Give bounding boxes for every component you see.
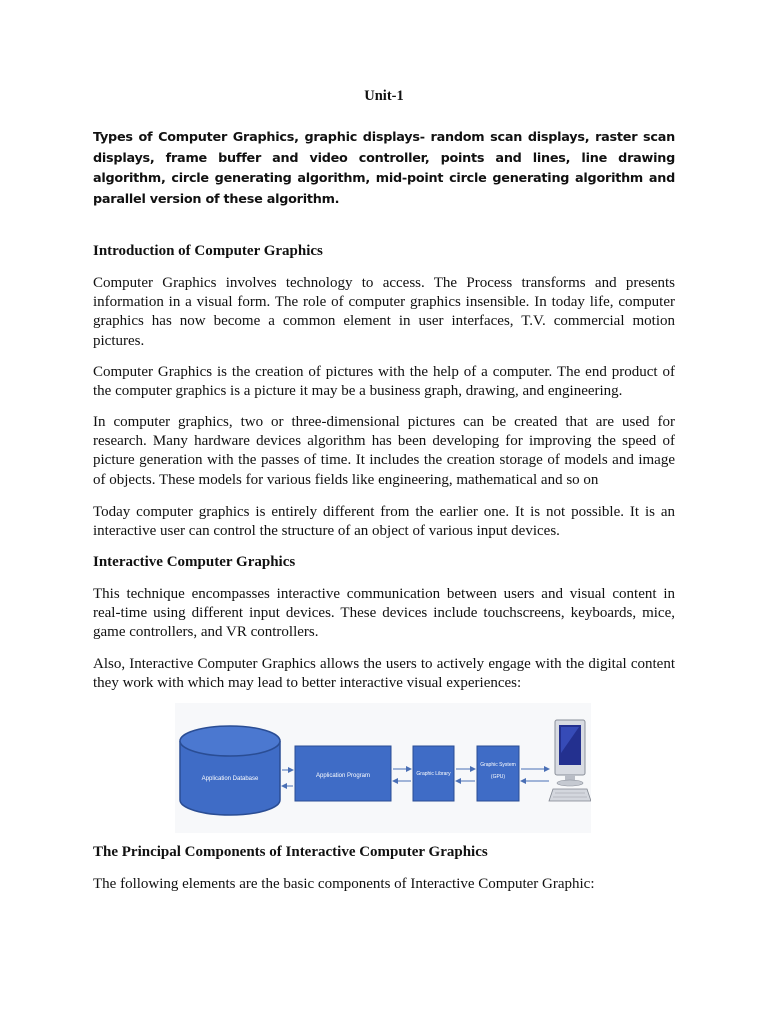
paragraph: In computer graphics, two or three-dimensional pictures can be created that are used for research. Many hardware devices algorithm has been developing for improving the speed of picture generation with the passes of time. It includes the creation storage of models and image of objects. These models for various fields like engineering, mathematical and so on bbox=[93, 414, 675, 488]
paragraph: Computer Graphics involves technology to access. The Process transforms and presents information in a visual form. The role of computer graphics insensible. In today life, computer graphics has now become a common element in user interfaces, T.V. commercial motion pictures. bbox=[93, 275, 675, 349]
desktop-computer-icon bbox=[549, 720, 591, 801]
application-database-cylinder bbox=[180, 726, 280, 815]
section-heading-principal-components: The Principal Components of Interactive Computer Graphics bbox=[93, 844, 488, 860]
unit-topics: Types of Computer Graphics, graphic displays- random scan displays, raster scan displays, frame buffer and video controller, points and lines, line drawing algorithm, circle generating algorithm, mid-point circle generating algorithm and parallel version of these algorithm. bbox=[93, 130, 675, 207]
section-heading-interactive: Interactive Computer Graphics bbox=[93, 554, 296, 570]
paragraph: Computer Graphics is the creation of pictures with the help of a computer. The end product of the computer graphics is a picture it may be a business graph, drawing, and engineering. bbox=[93, 364, 675, 400]
section-heading-introduction: Introduction of Computer Graphics bbox=[93, 243, 323, 259]
library-label: Graphic Library bbox=[416, 771, 451, 777]
program-label: Application Program bbox=[315, 773, 371, 779]
page-title: Unit-1 bbox=[364, 88, 404, 104]
paragraph: This technique encompasses interactive communication between users and visual content in real-time using different input devices. These devices include touchscreens, keyboards, mice, game controllers, and VR controllers. bbox=[93, 586, 675, 641]
paragraph: Today computer graphics is entirely different from the earlier one. It is not possible. It is an interactive user can control the structure of an object of various input devices. bbox=[93, 504, 675, 540]
system-label-line1: Graphic System bbox=[480, 762, 516, 768]
interactive-graphics-diagram bbox=[175, 703, 591, 833]
system-label-line2: (GPU) bbox=[490, 774, 506, 780]
paragraph: The following elements are the basic components of Interactive Computer Graphic: bbox=[93, 876, 595, 892]
paragraph: Also, Interactive Computer Graphics allows the users to actively engage with the digital content they work with which may lead to better interactive visual experiences: bbox=[93, 656, 675, 692]
database-label: Application Database bbox=[201, 776, 259, 782]
